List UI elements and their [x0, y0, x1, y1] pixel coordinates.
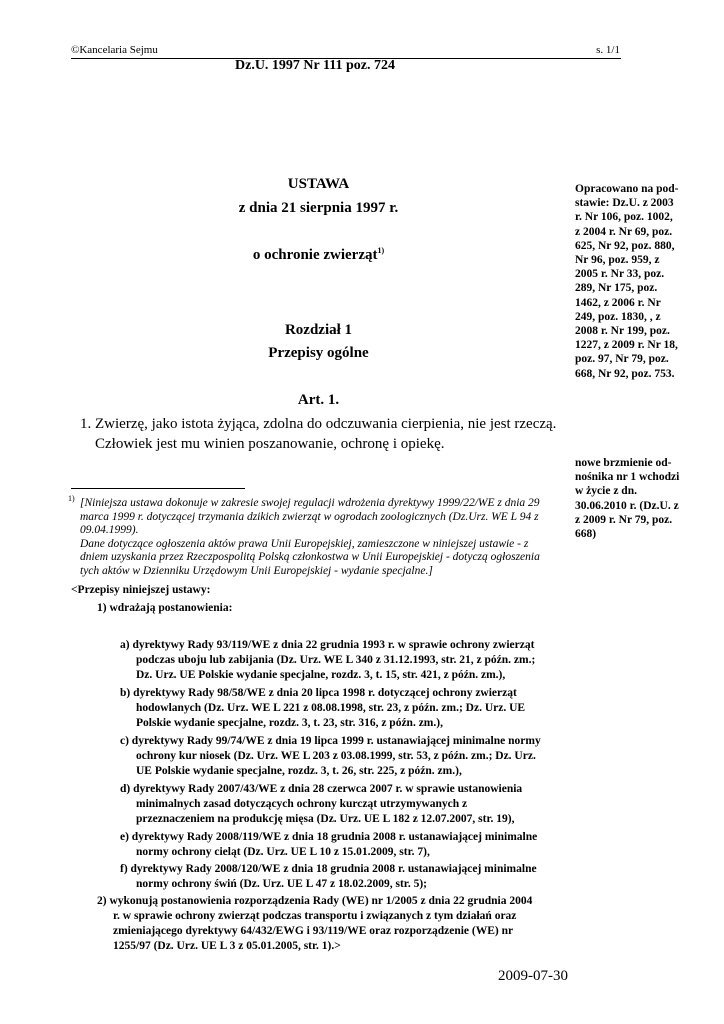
directive-item-e: [120, 830, 537, 860]
sidebar-note-line: 2008 r. Nr 199, poz.: [575, 325, 670, 338]
footnote-line: dniem uzyskania przez Rzeczpospolitą Polską członkostwa w Unii Europejskiej - dotyczą ogłoszenia: [80, 551, 540, 563]
chapter-title: Przepisy ogólne: [268, 345, 369, 361]
act-title-text: o ochronie zwierząt: [252, 247, 378, 263]
sidebar-amendment-note: [575, 456, 679, 541]
directive-line: Dz. Urz. UE Polskie wydanie specjalne, rozdz. 3, t. 15, str. 421, z późn. zm.),: [136, 669, 506, 681]
directive-line: ochrony kur niosek (Dz. Urz. WE L 203 z 03.08.1999, str. 53, z późn. zm.; Dz. Urz.: [136, 750, 536, 762]
directive-item-b: [120, 686, 525, 731]
sidebar-note-line: 1227, z 2009 r. Nr 18,: [575, 339, 678, 352]
sidebar-note-line: Opracowano na pod-: [575, 183, 679, 195]
act-type: USTAWA: [287, 176, 350, 192]
footnote-intro: <Przepisy niniejszej ustawy:: [71, 584, 211, 596]
footnote-line: tych aktów w Dzienniku Urzędowym Unii Europejskiej - wydanie specjalne.]: [80, 564, 433, 577]
directive-line: przeznaczeniem na produkcję mięsa (Dz. Urz. UE L 182 z 12.07.2007, str. 19),: [136, 813, 515, 825]
sidebar-note-line: 668, Nr 92, poz. 753.: [575, 367, 675, 380]
article-paragraph-line2: Człowiek jest mu winien poszanowanie, ochronę i opiekę.: [95, 436, 445, 452]
page-number: s. 1/1: [596, 44, 620, 56]
directive-line: f) dyrektywy Rady 2008/120/WE z dnia 18 grudnia 2008 r. ustanawiającej minimalne: [120, 863, 537, 875]
sidebar-note-line: nowe brzmienie od-: [575, 457, 672, 469]
sidebar-note-line: 289, Nr 175, poz.: [575, 282, 658, 295]
directive-line: hodowlanych (Dz. Urz. WE L 221 z 08.08.1998, str. 23, z późn. zm.; Dz. Urz. UE: [136, 702, 526, 714]
footnote-line: marca 1999 r. dotyczącej trzymania dzikich zwierząt w ogrodach zoologicznych (Dz.Urz. WE L 94 z: [80, 510, 539, 523]
act-date: z dnia 21 sierpnia 1997 r.: [238, 200, 399, 216]
chapter-number: Rozdział 1: [284, 322, 353, 338]
sidebar-note-line: nośnika nr 1 wchodzi: [575, 471, 680, 484]
footnote-point-1: 1) wdrażają postanowienia:: [97, 602, 233, 614]
sidebar-note-line: 625, Nr 92, poz. 880,: [575, 239, 675, 252]
point-2-line: 2) wykonują postanowienia rozporządzenia Rady (WE) nr 1/2005 z dnia 22 grudnia 2004: [97, 895, 533, 907]
article-paragraph-line1: 1. Zwierzę, jako istota żyjąca, zdolna do odczuwania cierpienia, nie jest rzeczą.: [80, 416, 557, 432]
sidebar-note-line: 668): [575, 528, 597, 541]
directive-item-c: [120, 734, 541, 779]
footnote-text: [80, 497, 540, 578]
directive-line: e) dyrektywy Rady 2008/119/WE z dnia 18 grudnia 2008 r. ustanawiającej minimalne: [120, 831, 538, 843]
copyright-text: ©Kancelaria Sejmu: [71, 44, 158, 56]
sidebar-note-line: 2005 r. Nr 33, poz.: [575, 268, 665, 281]
sidebar-note-line: Nr 96, poz. 959, z: [575, 254, 660, 267]
footnote-line: 09.04.1999).: [80, 524, 139, 536]
sidebar-note-line: 1462, z 2006 r. Nr: [575, 296, 661, 309]
sidebar-consolidation-note: [575, 182, 679, 381]
footnote-point-2: [97, 894, 571, 954]
directive-line: Polskie wydanie specjalne, rozdz. 3, t. 23, str. 316, z późn. zm.),: [136, 717, 443, 729]
directive-item-a: [120, 638, 535, 683]
directive-line: c) dyrektywy Rady 99/74/WE z dnia 19 lipca 1999 r. ustanawiającej minimalne normy: [120, 735, 541, 747]
directive-line: a) dyrektywy Rady 93/119/WE z dnia 22 grudnia 1993 r. w sprawie ochrony zwierząt: [120, 639, 535, 651]
footnote-reference: 1): [377, 246, 385, 255]
directive-line: minimalnych zasad dotyczących ochrony kurcząt utrzymywanych z: [136, 798, 468, 810]
publication-reference: Dz.U. 1997 Nr 111 poz. 724: [235, 58, 395, 73]
sidebar-note-line: r. Nr 106, poz. 1002,: [575, 211, 673, 224]
point-2-line: 1255/97 (Dz. Urz. UE L 3 z 05.01.2005, str. 1).>: [113, 940, 341, 952]
directive-line: normy ochrony świń (Dz. Urz. UE L 47 z 18.02.2009, str. 5);: [136, 878, 427, 890]
directive-line: normy ochrony cieląt (Dz. Urz. UE L 10 z 15.01.2009, str. 7),: [136, 846, 430, 858]
directive-line: podczas uboju lub zabijania (Dz. Urz. WE L 340 z 31.12.1993, str. 21, z późn. zm.;: [136, 654, 536, 666]
footer-date: 2009-07-30: [498, 968, 568, 984]
footnote-marker: 1): [68, 494, 75, 503]
sidebar-note-line: w życie z dn.: [575, 485, 637, 498]
sidebar-note-line: stawie: Dz.U. z 2003: [575, 197, 674, 210]
sidebar-note-line: 30.06.2010 r. (Dz.U. z: [575, 499, 679, 512]
directive-line: d) dyrektywy Rady 2007/43/WE z dnia 28 czerwca 2007 r. w sprawie ustanowienia: [120, 783, 523, 795]
act-title: [71, 246, 566, 264]
article-number: Art. 1.: [297, 392, 340, 408]
point-2-line: zmieniającego dyrektywy 64/432/EWG i 93/119/WE oraz rozporządzenie (WE) nr: [113, 925, 514, 937]
point-2-line: r. w sprawie ochrony zwierząt podczas transportu i związanych z tym działań oraz: [113, 910, 517, 922]
footnote-line: Dane dotyczące ogłoszenia aktów prawa Unii Europejskiej, zamieszczone w niniejszej ustawie - z: [80, 537, 529, 550]
sidebar-note-line: poz. 97, Nr 79, poz.: [575, 353, 669, 366]
sidebar-note-line: z 2004 r. Nr 69, poz.: [575, 225, 673, 238]
directive-line: UE Polskie wydanie specjalne, rozdz. 3, t. 26, str. 225, z późn. zm.),: [136, 765, 462, 777]
sidebar-note-line: 249, poz. 1830, , z: [575, 310, 661, 323]
sidebar-note-line: z 2009 r. Nr 79, poz.: [575, 513, 673, 526]
footnote-line: [Niniejsza ustawa dokonuje w zakresie swojej regulacji wdrożenia dyrektywy 1999/22/WE z dnia 29: [80, 497, 540, 509]
directive-item-f: [120, 862, 537, 892]
footnote-separator: [71, 488, 245, 489]
directive-item-d: [120, 782, 522, 827]
directive-line: b) dyrektywy Rady 98/58/WE z dnia 20 lipca 1998 r. dotyczącej ochrony zwierząt: [120, 687, 517, 699]
